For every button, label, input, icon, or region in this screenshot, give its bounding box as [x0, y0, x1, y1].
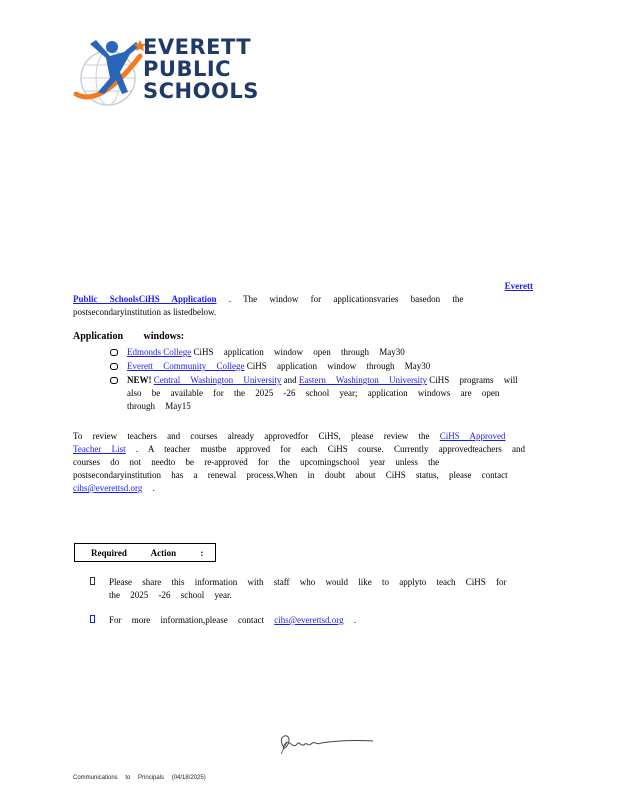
application-windows-heading: Application windows:	[73, 331, 185, 342]
logo-wordmark: EVERETT PUBLIC SCHOOLS	[143, 35, 259, 103]
eastern-washington-university-link[interactable]: Eastern Washington University	[298, 375, 427, 385]
intro-line3: postsecondaryinstitution as listedbelow.	[73, 307, 217, 317]
list-item-text: CiHS programs will also be available for the 2025 -26 school year; application windows are open through May15	[127, 375, 518, 411]
cihs-email-link-2[interactable]: cihs@everettsd.org	[274, 615, 344, 625]
action-text: Please share this information with staff who would like to applyto teach CiHS for the 2025 -26 school year.	[109, 577, 507, 600]
review-text-2: . A teacher mustbe approved for each CiHS course. Currently approvedteachers and courses do not needto be re-approved for the upcomingschool year unless the postsecondaryinstitution has a renewal process.When in doubt about CiHS status, please contact	[73, 444, 526, 480]
cihs-application-link-part1[interactable]: Everett	[504, 281, 533, 291]
square-bullet-icon	[90, 577, 95, 585]
list-item-text: CiHS application window open through May30	[193, 347, 405, 357]
list-item	[110, 374, 535, 413]
review-paragraph	[73, 430, 528, 495]
list-item-text: CiHS application window through May30	[246, 361, 431, 371]
list-item	[90, 614, 520, 627]
intro-text: . The window for applicationsvaries basedon the	[228, 294, 464, 304]
required-action-list	[90, 576, 520, 639]
everett-public-schools-logo	[70, 34, 260, 114]
everett-community-college-link[interactable]: Everett Community College	[127, 361, 245, 371]
list-item	[90, 576, 520, 602]
review-end: .	[152, 483, 155, 493]
cihs-email-link[interactable]: cihs@everettsd.org	[73, 483, 143, 493]
required-action-label: Required Action :	[91, 548, 204, 558]
action-end: .	[353, 615, 357, 625]
and-text: and	[283, 375, 297, 385]
circle-bullet-icon	[110, 349, 118, 356]
handwritten-signature	[275, 730, 375, 756]
central-washington-university-link[interactable]: Central Washington University	[153, 375, 282, 385]
required-action-box	[74, 543, 216, 562]
list-item	[110, 360, 535, 373]
square-bullet-icon	[90, 615, 95, 623]
circle-bullet-icon	[110, 363, 118, 370]
intro-paragraph	[73, 280, 533, 319]
cihs-application-link-part2[interactable]: Public SchoolsCiHS Application	[73, 294, 217, 304]
edmonds-college-link[interactable]: Edmonds College	[127, 347, 192, 357]
cihs-approved-teacher-list-link[interactable]: CiHS Approved Teacher List	[73, 431, 506, 454]
circle-bullet-icon	[110, 377, 118, 384]
logo-emblem-icon	[70, 34, 146, 114]
application-windows-list	[110, 346, 535, 414]
list-item	[110, 346, 535, 359]
review-text-1: To review teachers and courses already approvedfor CiHS, please review the	[73, 431, 430, 441]
footer-text: Communications to Principals (04/18/2025)	[73, 775, 206, 781]
new-label: NEW!	[127, 375, 152, 385]
action-text: For more information,please contact	[109, 615, 264, 625]
